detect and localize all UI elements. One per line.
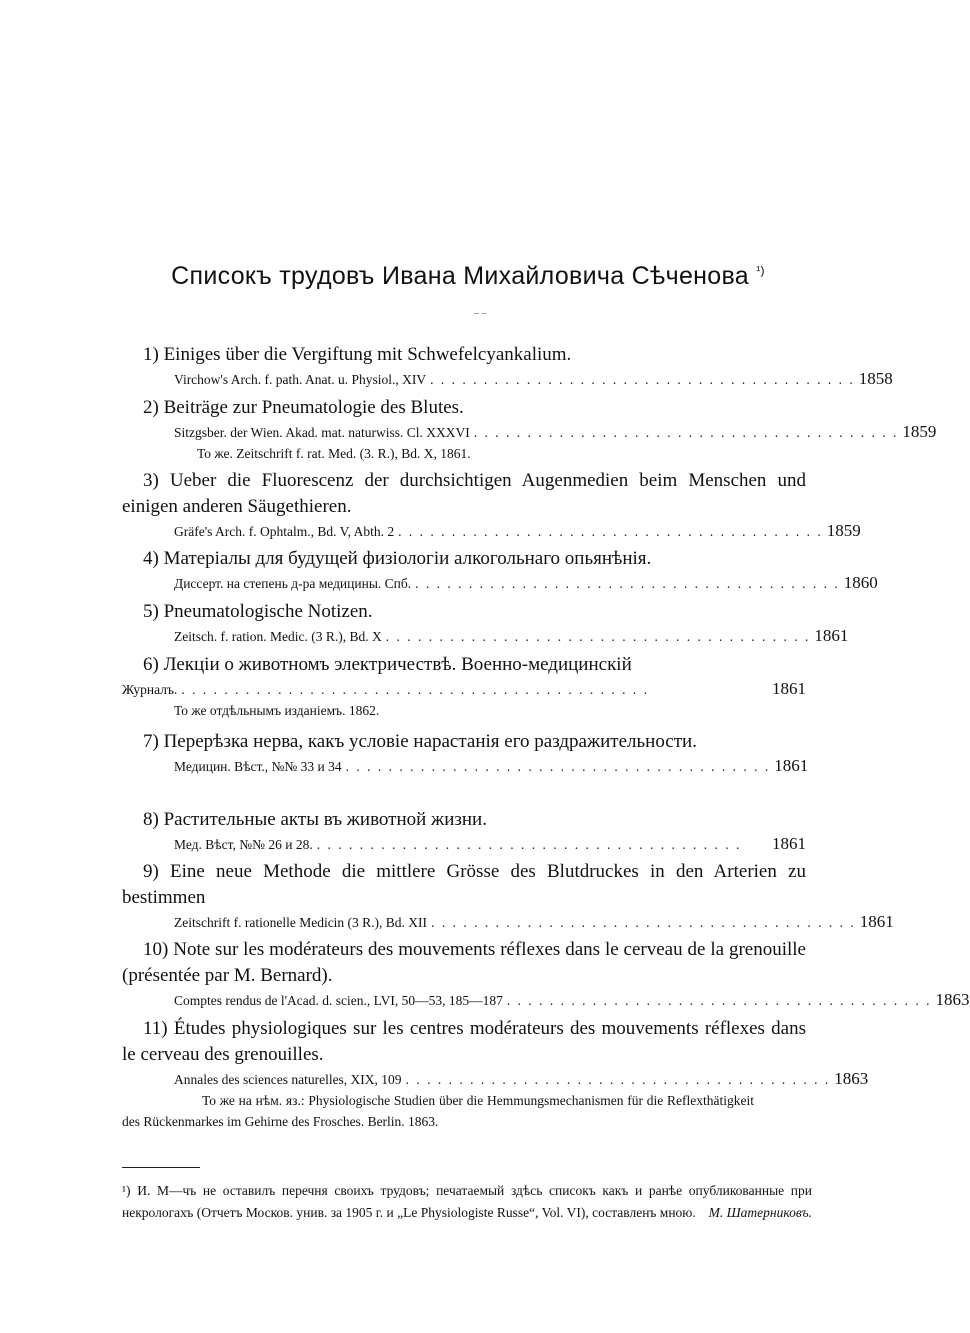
entry-note: То же на нѣм. яз.: Physiologische Studien über die Hemmungsmechanismen für die Reflexthätigkeit des Rückenmarkes im Gehirne des Frosches. Berlin. 1863. [122, 1093, 754, 1129]
title-ornament: ‒ ‒ [474, 308, 487, 319]
footnote-text: ¹) И. М—чъ не оставилъ перечня своихъ трудовъ; печатаемый здѣсь списокъ какъ и ранѣе опубликованные при некрологахъ (Отчетъ Москов. унив. за 1905 г. и „Le Physiologiste Russe“, Vol. VI), составленъ мною. [122, 1183, 812, 1220]
source-year: 1858 [858, 369, 893, 388]
source-year: 1861 [814, 626, 849, 645]
source-year: 1861 [772, 834, 806, 853]
source-year: 1861 [859, 912, 894, 931]
entry-title: 10) Note sur les modérateurs des mouvements réflexes dans le cerveau de la grenouille (présentée par M. Bernard). [122, 939, 806, 986]
entry-source [122, 678, 806, 700]
source-year: 1860 [843, 573, 878, 592]
entry-source [122, 911, 894, 933]
source-text: Annales des sciences naturelles, XIX, 109 [174, 1072, 402, 1087]
bibliography-entry [122, 729, 809, 777]
footnote-signature: М. Шатерниковъ. [708, 1205, 812, 1220]
leader-dots: . . . . . . . . . . . . . . . . . . . . . . . . . . . . . . . . . . . . . . . . [316, 837, 742, 852]
entry-source [122, 625, 849, 647]
leader-dots: . . . . . . . . . . . . . . . . . . . . . . . . . . . . . . . . . . . . . . . . [473, 425, 899, 440]
entry-title: 1) Einiges über die Vergiftung mit Schwefelcyankalium. [143, 344, 572, 365]
source-text: Sitzgsber. der Wien. Akad. mat. naturwiss. Cl. XXXVI [174, 425, 470, 440]
entry-source [122, 520, 861, 542]
leader-dots: . . . . . . . . . . . . . . . . . . . . . . . . . . . . . . . . . . . . . . . . [430, 372, 855, 387]
source-year: 1863 [935, 990, 970, 1009]
bibliography-entry [122, 468, 861, 542]
entry-title: 11) Études physiologiques sur les centres modérateurs des mouvements réflexes dans le cerveau des grenouilles. [122, 1018, 806, 1065]
bibliography-entry [122, 807, 806, 855]
leader-dots: . . . . . . . . . . . . . . . . . . . . . . . . . . . . . . . . . . . . . . . . [415, 576, 840, 591]
entry-source [122, 421, 937, 443]
entry-title: 7) Перерѣзка нерва, какъ условіе нарастанія его раздражительности. [143, 731, 697, 752]
leader-dots: . . . . . . . . . . . . . . . . . . . . . . . . . . . . . . . . . . . . . . . . [431, 915, 856, 930]
source-year: 1861 [772, 679, 806, 698]
bibliography-entry [122, 395, 937, 464]
entry-title: 5) Pneumatologische Notizen. [143, 601, 373, 622]
leader-dots: . . . . . . . . . . . . . . . . . . . . . . . . . . . . . . . . . . . . . . . . [398, 524, 823, 539]
entry-note: То же отдѣльнымъ изданіемъ. 1862. [174, 703, 380, 718]
source-year: 1859 [902, 422, 937, 441]
leader-dots: . . . . . . . . . . . . . . . . . . . . . . . . . . . . . . . . . . . . . . . . [506, 993, 932, 1008]
bibliography-entry [122, 546, 878, 594]
entry-note: То же. Zeitschrift f. rat. Med. (3. R.), Bd. X, 1861. [197, 446, 471, 461]
source-year: 1863 [834, 1069, 869, 1088]
page-title-text: Списокъ трудовъ Ивана Михайловича Сѣченова [171, 262, 749, 290]
entry-title: 2) Beiträge zur Pneumatologie des Blutes. [143, 397, 464, 418]
footnote [122, 1180, 812, 1224]
source-text: Медицин. Вѣст., №№ 33 и 34 [174, 759, 342, 774]
source-text: Zeitschrift f. rationelle Medicin (3 R.), Bd. XII [174, 915, 428, 930]
entry-title: 9) Eine neue Methode die mittlere Grösse des Blutdruckes in den Arterien zu bestimmen [122, 861, 806, 908]
source-text: Диссерт. на степень д-ра медицины. Спб. [174, 576, 412, 591]
entry-title: 3) Ueber die Fluorescenz der durchsichtigen Augenmedien beim Menschen und einigen anderen Säugethieren. [122, 470, 806, 517]
entry-source [122, 572, 878, 594]
source-year: 1859 [826, 521, 861, 540]
source-year: 1861 [774, 756, 809, 775]
bibliography-entry [122, 652, 806, 721]
source-text: Gräfe's Arch. f. Ophtalm., Bd. V, Abth. 2 [174, 524, 395, 539]
footnote-rule [122, 1167, 200, 1168]
entry-source [122, 833, 806, 855]
leader-dots: . . . . . . . . . . . . . . . . . . . . . . . . . . . . . . . . . . . . . . . . [345, 759, 771, 774]
source-text: Журналъ. [122, 682, 178, 697]
entry-source [122, 368, 893, 390]
leader-dots: . . . . . . . . . . . . . . . . . . . . . . . . . . . . . . . . . . . . . . . . . . . . [181, 682, 649, 697]
leader-dots: . . . . . . . . . . . . . . . . . . . . . . . . . . . . . . . . . . . . . . . . [405, 1072, 831, 1087]
source-text: Comptes rendus de l'Acad. d. scien., LVI, 50—53, 185—187 [174, 993, 503, 1008]
bibliography-entry [122, 859, 894, 933]
entry-source [122, 1068, 869, 1090]
bibliography-entry [122, 937, 970, 1011]
bibliography-entry [122, 1016, 869, 1132]
source-text: Zeitsch. f. ration. Medic. (3 R.), Bd. X [174, 629, 382, 644]
bibliography-entry [122, 599, 849, 647]
bibliography-entry [122, 342, 893, 390]
entry-source [122, 755, 809, 777]
title-footnote-mark: ¹) [756, 263, 765, 278]
source-text: Мед. Вѣст, №№ 26 и 28. [174, 837, 313, 852]
entry-title: 6) Лекціи о животномъ электричествѣ. Военно-медицинскій [143, 654, 632, 675]
entry-title: 8) Растительные акты въ животной жизни. [143, 809, 487, 830]
entry-title: 4) Матеріалы для будущей физіологіи алкогольнаго опьянѣнія. [143, 548, 652, 569]
leader-dots: . . . . . . . . . . . . . . . . . . . . . . . . . . . . . . . . . . . . . . . . [385, 629, 811, 644]
entry-source [122, 989, 970, 1011]
source-text: Virchow's Arch. f. path. Anat. u. Physiol., XIV [174, 372, 427, 387]
page-title [0, 262, 936, 291]
